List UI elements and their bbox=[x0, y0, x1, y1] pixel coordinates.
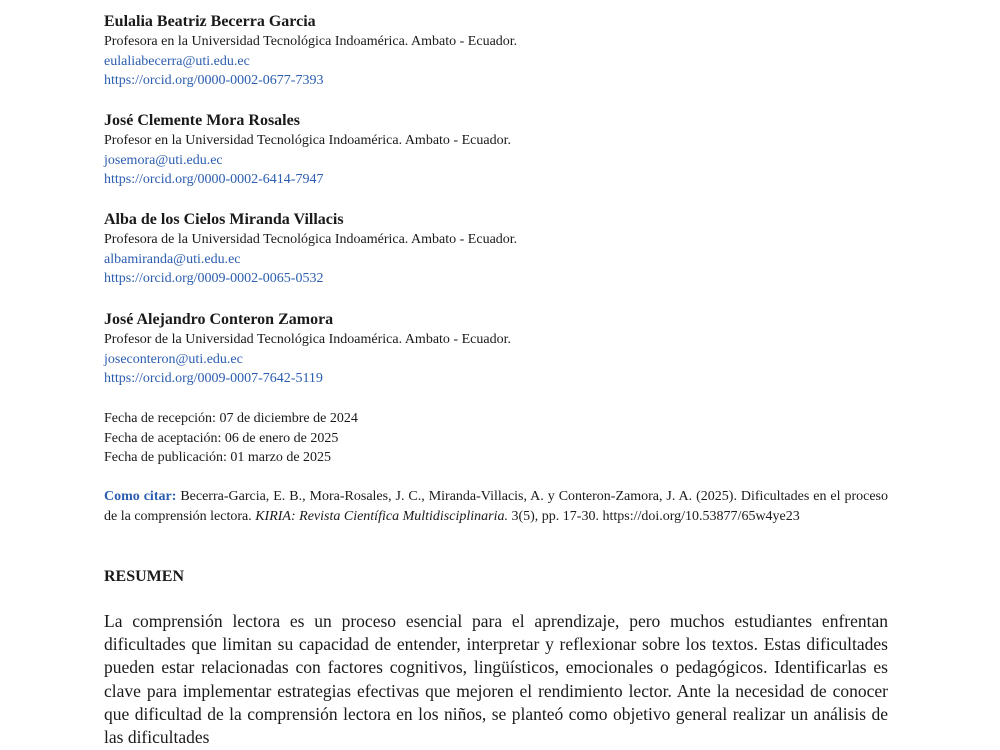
author-affiliation: Profesora de la Universidad Tecnológica Indoamérica. Ambato - Ecuador. bbox=[104, 232, 518, 247]
date-published: Fecha de publicación: 01 marzo de 2025 bbox=[104, 450, 332, 465]
citation-label: Como citar: bbox=[104, 489, 177, 504]
author-orcid-link[interactable]: https://orcid.org/0009-0007-7642-5119 bbox=[104, 371, 323, 386]
author-email-link[interactable]: joseconteron@uti.edu.ec bbox=[104, 351, 243, 367]
author-orcid-link[interactable]: https://orcid.org/0009-0002-0065-0532 bbox=[104, 271, 324, 286]
author-name: Alba de los Cielos Miranda Villacis bbox=[104, 211, 344, 228]
author-name: José Alejandro Conteron Zamora bbox=[104, 311, 334, 328]
citation-journal: KIRIA: Revista Científica Multidisciplinaria. bbox=[255, 508, 508, 524]
author-affiliation: Profesor en la Universidad Tecnológica Indoamérica. Ambato - Ecuador. bbox=[104, 133, 511, 148]
citation-doi[interactable]: https://doi.org/10.53877/65w4ye23 bbox=[602, 508, 800, 524]
author-name: José Clemente Mora Rosales bbox=[104, 112, 300, 129]
author-orcid-link[interactable]: https://orcid.org/0000-0002-0677-7393 bbox=[104, 73, 324, 88]
author-email-link[interactable]: josemora@uti.edu.ec bbox=[104, 152, 223, 168]
author-orcid-link[interactable]: https://orcid.org/0000-0002-6414-7947 bbox=[104, 172, 324, 187]
author-block bbox=[104, 210, 888, 289]
author-block bbox=[104, 111, 888, 190]
author-block bbox=[104, 12, 888, 91]
citation-volume: 3(5), pp. 17-30. bbox=[511, 508, 599, 524]
author-name: Eulalia Beatriz Becerra Garcia bbox=[104, 13, 316, 30]
date-accepted: Fecha de aceptación: 06 de enero de 2025 bbox=[104, 430, 339, 446]
author-email-link[interactable]: albamiranda@uti.edu.ec bbox=[104, 251, 241, 267]
citation-text: Becerra-Garcia, E. B., Mora-Rosales, J. C., Miranda-Villacis, A. y Conteron-Zamora, J. A. (2025). Dificultades en el proceso de la comprensión lectora. bbox=[104, 489, 889, 524]
author-affiliation: Profesor de la Universidad Tecnológica Indoamérica. Ambato - Ecuador. bbox=[104, 332, 511, 347]
author-email-link[interactable]: eulaliabecerra@uti.edu.ec bbox=[104, 53, 250, 69]
date-received: Fecha de recepción: 07 de diciembre de 2024 bbox=[104, 411, 358, 426]
resumen-heading: RESUMEN bbox=[104, 568, 185, 585]
citation bbox=[104, 487, 888, 526]
publication-dates bbox=[104, 409, 358, 468]
resumen-body: La comprensión lectora es un proceso esencial para el aprendizaje, pero muchos estudiantes enfrentan dificultades que limitan su capacidad de entender, interpretar y reflexionar sobre los textos. Estas dificultades pueden estar relacionadas con factores cognitivos, lingüísticos, emocionales o pedagógicos. Identificarlas es clave para implementar estrategias efectivas que mejoren el rendimiento lector. Ante la necesidad de conocer que dificultad de la comprensión lectora en los niños, se planteó como objetivo general realizar un análisis de las dificultades bbox=[104, 611, 888, 748]
author-block bbox=[104, 310, 888, 389]
author-affiliation: Profesora en la Universidad Tecnológica Indoamérica. Ambato - Ecuador. bbox=[104, 34, 518, 49]
